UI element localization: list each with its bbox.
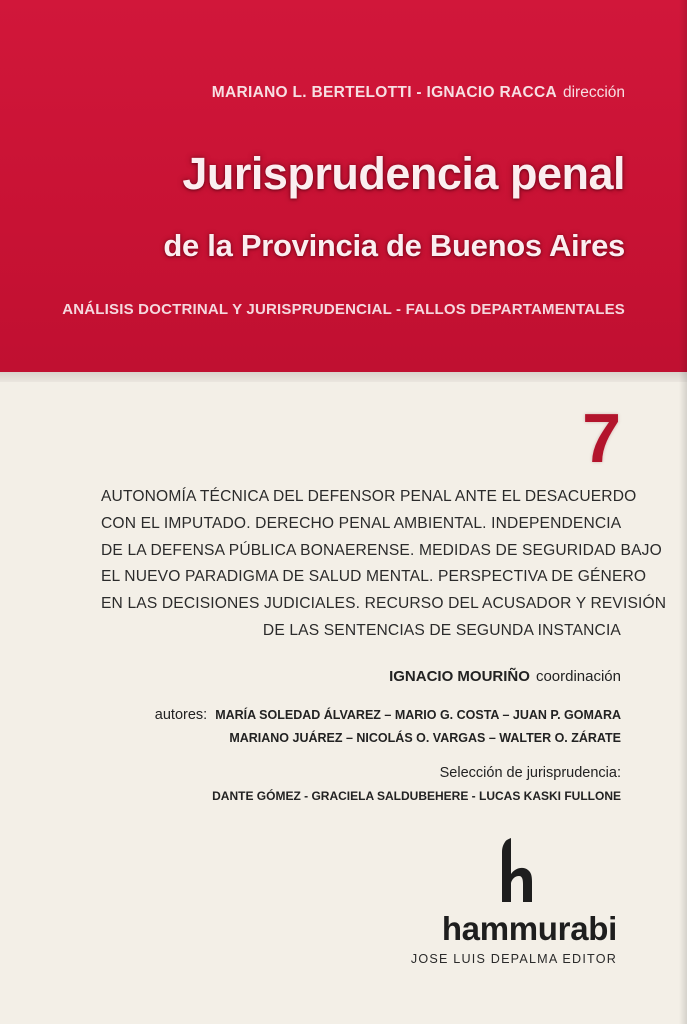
band-edge-divider bbox=[0, 372, 687, 382]
selection-block bbox=[212, 762, 621, 808]
volume-number: 7 bbox=[582, 399, 621, 477]
topics-line: DE LA DEFENSA PÚBLICA BONAERENSE. MEDIDAS DE SEGURIDAD BAJO bbox=[101, 541, 662, 559]
authors-block bbox=[155, 704, 621, 750]
topics-line: EL NUEVO PARADIGMA DE SALUD MENTAL. PERSPECTIVA DE GÉNERO bbox=[101, 568, 647, 586]
book-title: Jurisprudencia penal bbox=[182, 148, 625, 199]
editors-role: dirección bbox=[562, 84, 625, 101]
publisher-name: hammurabi bbox=[441, 910, 617, 947]
coordination-line bbox=[389, 668, 621, 685]
selection-label: Selección de jurisprudencia: bbox=[439, 765, 621, 781]
topics-line: DE LAS SENTENCIAS DE SEGUNDA INSTANCIA bbox=[262, 621, 621, 639]
authors-line: MARIANO JUÁREZ – NICOLÁS O. VARGAS – WALTER O. ZÁRATE bbox=[229, 731, 621, 745]
editors-line bbox=[212, 84, 625, 102]
h-logo-icon bbox=[499, 838, 539, 906]
coordinator-name: IGNACIO MOURIÑO bbox=[389, 668, 530, 685]
topics-line: CON EL IMPUTADO. DERECHO PENAL AMBIENTAL. INDEPENDENCIA bbox=[101, 514, 622, 532]
authors-line: MARÍA SOLEDAD ÁLVAREZ – MARIO G. COSTA – JUAN P. GOMARA bbox=[215, 708, 621, 722]
editors-names: MARIANO L. BERTELOTTI - IGNACIO RACCA bbox=[211, 84, 557, 101]
topics-line: EN LAS DECISIONES JUDICIALES. RECURSO DEL ACUSADOR Y REVISIÓN bbox=[101, 595, 667, 613]
book-spine-shadow bbox=[679, 0, 687, 1024]
publisher-subline: JOSE LUIS DEPALMA EDITOR bbox=[410, 952, 617, 966]
authors-label: autores: bbox=[154, 707, 208, 723]
selection-names: DANTE GÓMEZ - GRACIELA SALDUBEHERE - LUCAS KASKI FULLONE bbox=[212, 789, 621, 803]
coordinator-role: coordinación bbox=[535, 668, 621, 685]
book-tagline: ANÁLISIS DOCTRINAL Y JURISPRUDENCIAL - FALLOS DEPARTAMENTALES bbox=[62, 301, 625, 318]
topics-line: AUTONOMÍA TÉCNICA DEL DEFENSOR PENAL ANTE EL DESACUERDO bbox=[101, 488, 637, 505]
topics-block bbox=[101, 484, 667, 645]
book-subtitle: de la Provincia de Buenos Aires bbox=[163, 228, 625, 263]
